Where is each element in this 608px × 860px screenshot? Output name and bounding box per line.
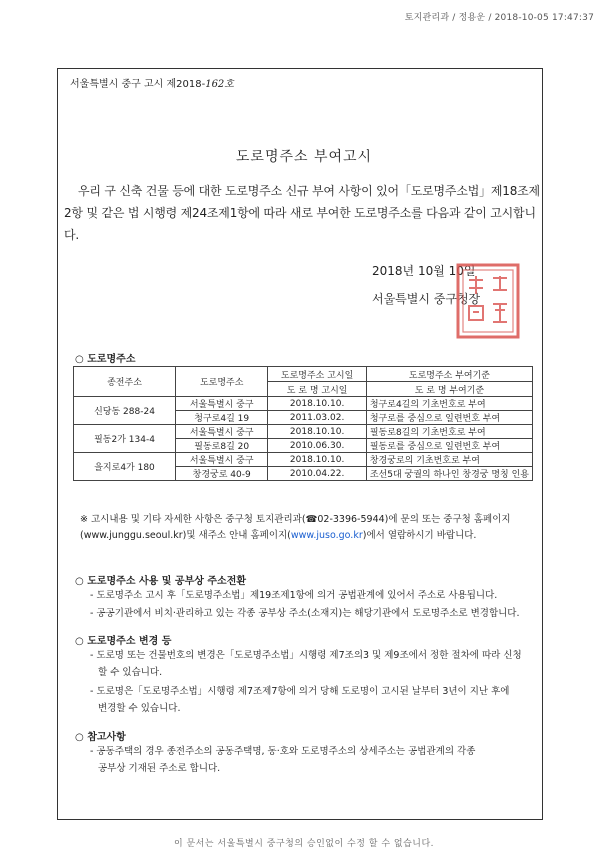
page-title: 도로명주소 부여고시 — [235, 149, 373, 165]
cell-old-address: 신당동 288-24 — [74, 397, 176, 425]
cell-old-address: 필동2가 134-4 — [74, 425, 176, 453]
inquiry-note — [80, 512, 530, 544]
cell-road-basis: 조선5대 궁궐의 하나인 창경궁 명칭 인용 — [366, 467, 532, 481]
cell-road-name: 창경궁로 40-9 — [176, 467, 268, 481]
cell-basis: 청구로4길의 기초번호로 부여 — [366, 397, 532, 411]
cell-road-basis: 필동로를 중심으로 일련번호 부여 — [366, 439, 532, 453]
road-address-table — [73, 366, 533, 481]
document-meta: 토지관리과 / 정용운 / 2018-10-05 17:47:37 — [404, 13, 594, 23]
table-row — [74, 453, 533, 467]
list-item: - 도로명은「도로명주소법」시행령 제7조제7항에 의거 당해 도로명이 고시된 날부터 3년이 지난 후에 — [90, 686, 510, 697]
header-old-address: 종전주소 — [74, 367, 176, 397]
list-item-cont: 할 수 있습니다. — [98, 667, 163, 678]
cell-notice-date: 2018.10.10. — [268, 425, 366, 439]
header-notice-date: 도로명주소 고시일 — [268, 367, 366, 382]
official-seal — [455, 262, 521, 340]
note-text-1: ※ 고시내용 및 기타 자세한 사항은 중구청 토지관리과(☎02-3396-5944)에 문의 또는 중구청 홈페이지 — [80, 514, 511, 525]
table-row — [74, 425, 533, 439]
cell-notice-date: 2018.10.10. — [268, 453, 366, 467]
section-change: ○ 도로명주소 변경 등 — [75, 636, 172, 647]
list-item-cont: 변경할 수 있습니다. — [98, 703, 181, 714]
cell-old-address: 을지로4가 180 — [74, 453, 176, 481]
cell-road-city: 서울특별시 중구 — [176, 397, 268, 411]
notice-body: 우리 구 신축 건물 등에 대한 도로명주소 신규 부여 사항이 있어「도로명주소법」제18조제2항 및 같은 법 시행령 제24조제1항에 따라 새로 부여한 도로명주소를 다음과 같이 고시합니다. — [64, 184, 540, 242]
cell-basis: 필동로8길의 기초번호로 부여 — [366, 425, 532, 439]
cell-road-name: 필동로8길 20 — [176, 439, 268, 453]
issuing-authority: 서울특별시 중구청장 — [372, 292, 481, 306]
table-row — [74, 397, 533, 411]
list-item: - 도로명주소 고시 후「도로명주소법」제19조제1항에 의거 공법관계에 있어서 주소로 사용됩니다. — [90, 590, 498, 601]
footer-disclaimer: 이 문서는 서울특별시 중구청의 승인없이 수정 할 수 없습니다. — [173, 839, 435, 849]
cell-road-city: 서울특별시 중구 — [176, 453, 268, 467]
section-road-address: ○ 도로명주소 — [75, 354, 136, 365]
header-basis: 도로명주소 부여기준 — [366, 367, 532, 382]
cell-road-name: 청구로4길 19 — [176, 411, 268, 425]
notice-number-handwritten: 162호 — [205, 79, 234, 90]
section-usage: ○ 도로명주소 사용 및 공부상 주소전환 — [75, 576, 247, 587]
header-road-address: 도로명주소 — [176, 367, 268, 397]
notice-number — [70, 75, 234, 90]
notice-date: 2018년 10월 10일 — [372, 264, 476, 278]
cell-notice-date: 2018.10.10. — [268, 397, 366, 411]
cell-basis: 창경궁로의 기초번호로 부여 — [366, 453, 532, 467]
cell-road-basis: 청구로를 중심으로 일련번호 부여 — [366, 411, 532, 425]
notice-number-prefix: 서울특별시 중구 고시 제2018- — [70, 79, 206, 90]
list-item: - 공공기관에서 비치·관리하고 있는 각종 공부상 주소(소재지)는 해당기관에서 도로명주소로 변경합니다. — [90, 608, 520, 619]
list-item-cont: 공부상 기재된 주소로 합니다. — [98, 763, 221, 774]
header-road-basis: 도 로 명 부여기준 — [366, 382, 532, 397]
note-text-2: (www.junggu.seoul.kr)및 새주소 안내 홈페이지( — [80, 530, 291, 541]
cell-road-city: 서울특별시 중구 — [176, 425, 268, 439]
cell-road-notice-date: 2010.06.30. — [268, 439, 366, 453]
list-item: - 도로명 또는 건물번호의 변경은「도로명주소법」시행령 제7조의3 및 제9조에서 정한 절차에 따라 신청 — [90, 650, 522, 661]
list-item: - 공동주택의 경우 종전주소의 공동주택명, 동·호와 도로명주소의 상세주소는 공법관계의 각종 — [90, 746, 476, 757]
cell-road-notice-date: 2010.04.22. — [268, 467, 366, 481]
header-road-notice-date: 도 로 명 고시일 — [268, 382, 366, 397]
cell-road-notice-date: 2011.03.02. — [268, 411, 366, 425]
note-text-3: )에서 열람하시기 바랍니다. — [362, 530, 477, 541]
section-reference: ○ 참고사항 — [75, 732, 126, 743]
juso-link[interactable]: www.juso.go.kr — [290, 530, 363, 541]
